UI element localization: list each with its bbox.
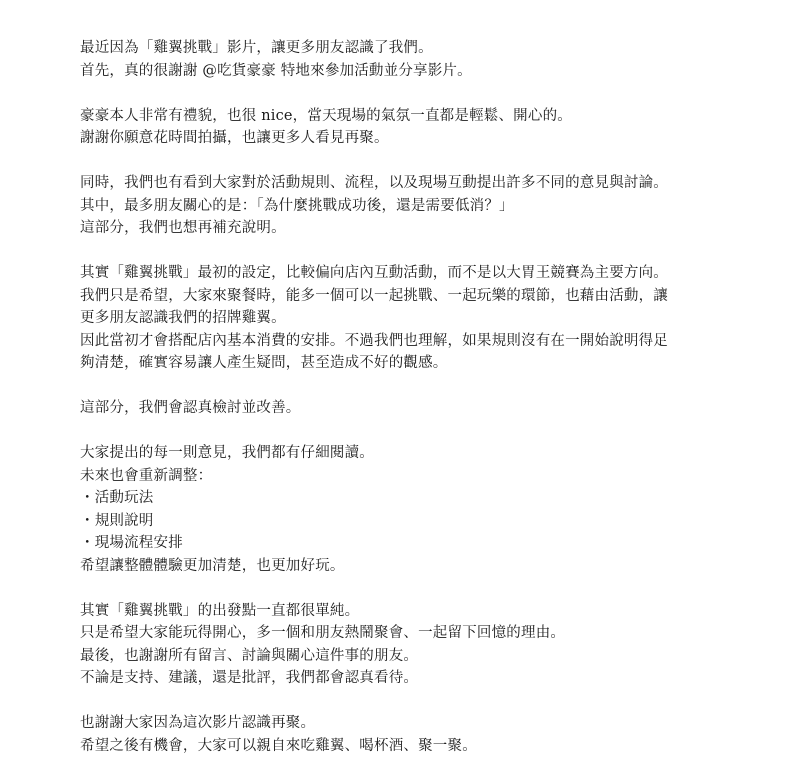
- text-line: 夠清楚，確實容易讓人產生疑問，甚至造成不好的觀感。: [80, 355, 448, 371]
- list-item: ・活動玩法: [80, 490, 154, 506]
- text-line: 其實「雞翼挑戰」的出發點一直都很單純。: [80, 602, 360, 619]
- text-line: 未來也會重新調整：: [80, 467, 213, 484]
- paragraph: [80, 37, 740, 82]
- paragraph: [80, 172, 740, 240]
- paragraph: [80, 600, 740, 690]
- text-line: 大家提出的每一則意見，我們都有仔細閱讀。: [80, 445, 374, 461]
- text-line: 同時，我們也有看到大家對於活動規則、流程，以及現場互動提出許多不同的意見與討論。: [80, 175, 668, 191]
- text-line: 首先，真的很謝謝 @吃貨豪豪 特地來參加活動並分享影片。: [80, 62, 472, 79]
- paragraph: [80, 442, 740, 577]
- text-line: 這部分，我們也想再補充說明。: [80, 220, 286, 236]
- text-line: 也謝謝大家因為這次影片認識再聚。: [80, 715, 316, 731]
- text-line: 因此當初才會搭配店內基本消費的安排。不過我們也理解，如果規則沒有在一開始說明得足: [80, 332, 668, 349]
- text-line: 只是希望大家能玩得開心，多一個和朋友熱鬧聚會、一起留下回憶的理由。: [80, 625, 566, 641]
- text-line: 更多朋友認識我們的招牌雞翼。: [80, 310, 286, 326]
- text-line: 謝謝你願意花時間拍攝，也讓更多人看見再聚。: [80, 130, 389, 146]
- paragraph: [80, 262, 740, 375]
- text-line: 其實「雞翼挑戰」最初的設定，比較偏向店內互動活動，而不是以大胃王競賽為主要方向。: [80, 265, 668, 281]
- paragraph: [80, 712, 740, 757]
- text-line: 其中，最多朋友關心的是：「為什麼挑戰成功後，還是需要低消？」: [80, 197, 514, 214]
- text-line: 最近因為「雞翼挑戰」影片，讓更多朋友認識了我們。: [80, 40, 433, 56]
- text-line: 不論是支持、建議，還是批評，我們都會認真看待。: [80, 670, 419, 686]
- text-line: 豪豪本人非常有禮貌，也很 nice，當天現場的氣氛一直都是輕鬆、開心的。: [80, 107, 572, 124]
- text-line: 我們只是希望，大家來聚餐時，能多一個可以一起挑戰、一起玩樂的環節，也藉由活動，讓: [80, 287, 668, 304]
- list-item: ・規則說明: [80, 512, 154, 529]
- text-line: 希望之後有機會，大家可以親自來吃雞翼、喝杯酒、聚一聚。: [80, 737, 477, 754]
- text-line: 這部分，我們會認真檢討並改善。: [80, 400, 301, 416]
- document-body: [80, 37, 740, 780]
- paragraph: [80, 105, 740, 150]
- text-line: 最後，也謝謝所有留言、討論與關心這件事的朋友。: [80, 647, 419, 664]
- list-item: ・現場流程安排: [80, 535, 183, 551]
- paragraph: [80, 397, 740, 420]
- text-line: 希望讓整體體驗更加清楚，也更加好玩。: [80, 557, 345, 574]
